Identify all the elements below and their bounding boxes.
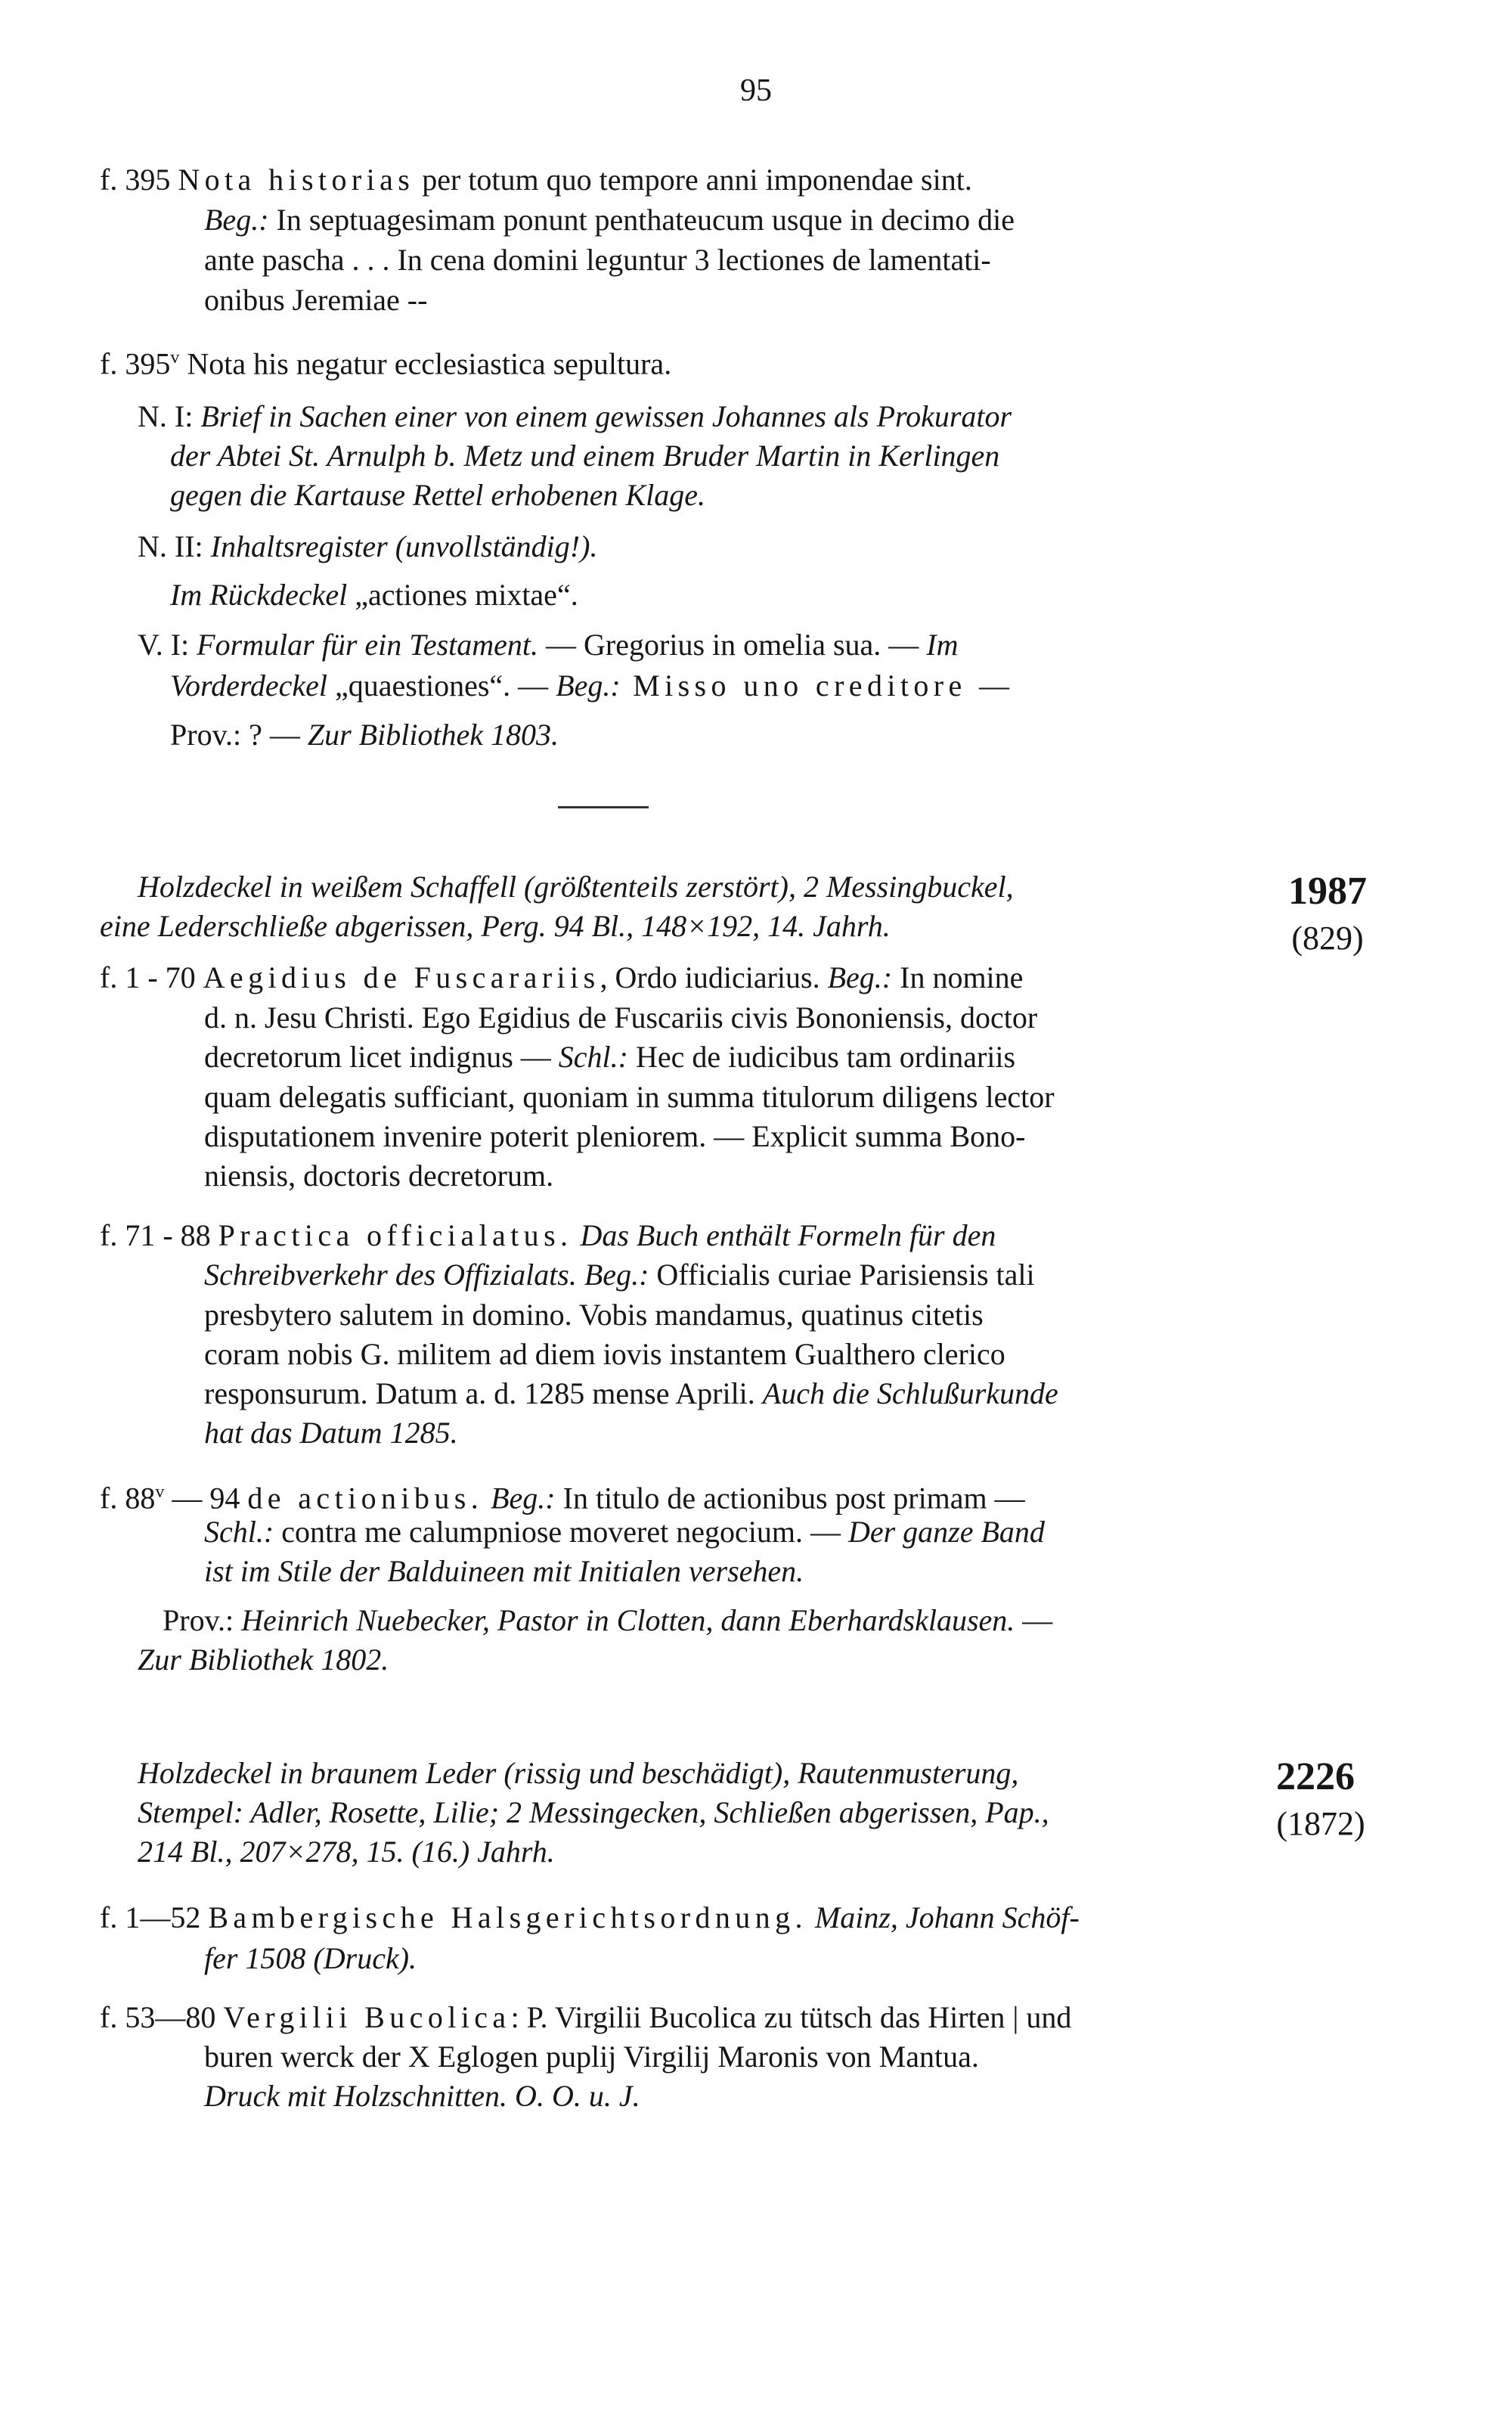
text-line: hat das Datum 1285. <box>204 1416 458 1450</box>
verso-marker: v <box>155 1482 165 1502</box>
line-text: per totum quo tempore anni imponendae sint. <box>414 163 972 197</box>
text-line: f. 88$^v$ — 94 de actionibus. Beg.: In titulo de actionibus post primam — <box>100 1481 1025 1515</box>
text-line: f. 1—52 Bambergische Halsgerichtsordnung. Mainz, Johann Schöf- <box>100 1900 1080 1934</box>
text-line: Schl.: contra me calumpniose moveret negocium. — Der ganze Band <box>204 1515 1045 1549</box>
text-line: d. n. Jesu Christi. Ego Egidius de Fuscariis civis Bononiensis, doctor <box>204 1000 1038 1035</box>
text-line: f. 53—80 Vergilii Bucolica: P. Virgilii Bucolica zu tütsch das Hirten | und <box>100 2000 1072 2034</box>
text-line: der Abtei St. Arnulph b. Metz und einem Bruder Martin in Kerlingen <box>170 439 1000 473</box>
old-entry-number: (1872) <box>1276 1805 1365 1842</box>
entry-number: 2226 <box>1276 1755 1355 1798</box>
text-line: ist im Stile der Balduineen mit Initialen versehen. <box>204 1554 804 1588</box>
verso-marker: v <box>170 348 180 368</box>
text-line: onibus Jeremiae -- <box>204 283 428 317</box>
text-line <box>100 339 671 383</box>
text-line: Druck mit Holzschnitten. O. O. u. J. <box>204 2079 640 2113</box>
binding-description: Stempel: Adler, Rosette, Lilie; 2 Messingecken, Schließen abgerissen, Pap., <box>138 1795 1049 1829</box>
text-line: buren werck der X Eglogen puplij Virgilij Maronis von Mantua. <box>204 2040 979 2074</box>
spaced-title: Nota historias <box>178 163 415 197</box>
binding-description: Holzdeckel in braunem Leder (rissig und beschädigt), Rautenmusterung, <box>138 1756 1019 1790</box>
text-line: Prov.: ? — Zur Bibliothek 1803. <box>170 718 559 752</box>
text-line: decretorum licet indignus — Schl.: Hec de iudicibus tam ordinariis <box>204 1040 1016 1074</box>
text-line: V. I: Formular für ein Testament. — Gregorius in omelia sua. — Im <box>138 628 959 662</box>
text-line: responsurum. Datum a. d. 1285 mense Aprili. Auch die Schlußurkunde <box>204 1376 1058 1410</box>
text-line: coram nobis G. militem ad diem iovis instantem Gualthero clerico <box>204 1337 1005 1371</box>
text-line: f. 1 - 70 Aegidius de Fuscarariis, Ordo iudiciarius. Beg.: In nomine <box>100 960 1024 994</box>
binding-description: eine Lederschließe abgerissen, Perg. 94 Bl., 148×192, 14. Jahrh. <box>100 909 891 943</box>
line-text: In septuagesimam ponunt penthateucum usque in decimo die <box>268 203 1015 237</box>
text-line: N. II: Inhaltsregister (unvollständig!). <box>138 529 598 563</box>
text-line: disputationem invenire poterit pleniorem. — Explicit summa Bono- <box>204 1119 1026 1153</box>
text-line: Prov.: Heinrich Nuebecker, Pastor in Clotten, dann Eberhardsklausen. — <box>163 1603 1053 1637</box>
text-line: niensis, doctoris decretorum. <box>204 1159 554 1193</box>
abbrev-beg: Beg.: <box>204 203 269 237</box>
text-line: ante pascha . . . In cena domini leguntur 3 lectiones de lamentati- <box>204 243 991 277</box>
text-line: gegen die Kartause Rettel erhobenen Klage. <box>170 478 705 512</box>
folio-ref: f. 395 <box>100 346 171 381</box>
text-line: Im Rückdeckel „actiones mixtae“. <box>170 578 578 612</box>
binding-description: Holzdeckel in weißem Schaffell (größtenteils zerstört), 2 Messingbuckel, <box>138 870 1014 904</box>
text-line: N. I: Brief in Sachen einer von einem gewissen Johannes als Prokurator <box>138 399 1012 433</box>
text-line: Zur Bibliothek 1802. <box>138 1643 389 1677</box>
text-line: Schreibverkehr des Offizialats. Beg.: Officialis curiae Parisiensis tali <box>204 1258 1035 1292</box>
text-line: fer 1508 (Druck). <box>204 1941 417 1975</box>
page-number: 95 <box>740 73 772 108</box>
text-line <box>204 201 1015 239</box>
text-line: Vorderdeckel „quaestiones“. — Beg.: Misso uno creditore — <box>170 669 1015 703</box>
text-line: presbytero salutem in domino. Vobis mandamus, quatinus citetis <box>204 1298 984 1332</box>
line-text: Nota his negatur ecclesiastica sepultura. <box>179 346 672 381</box>
text-line: f. 71 - 88 Practica officialatus. Das Buch enthält Formeln für den <box>100 1218 996 1252</box>
text-line <box>100 161 972 199</box>
binding-description: 214 Bl., 207×278, 15. (16.) Jahrh. <box>138 1835 555 1869</box>
entry-number: 1987 <box>1288 870 1367 913</box>
old-entry-number: (829) <box>1291 920 1364 957</box>
text-line: quam delegatis sufficiant, quoniam in summa titulorum diligens lector <box>204 1080 1055 1114</box>
section-divider <box>558 806 649 808</box>
folio-ref: f. 395 <box>100 163 178 197</box>
